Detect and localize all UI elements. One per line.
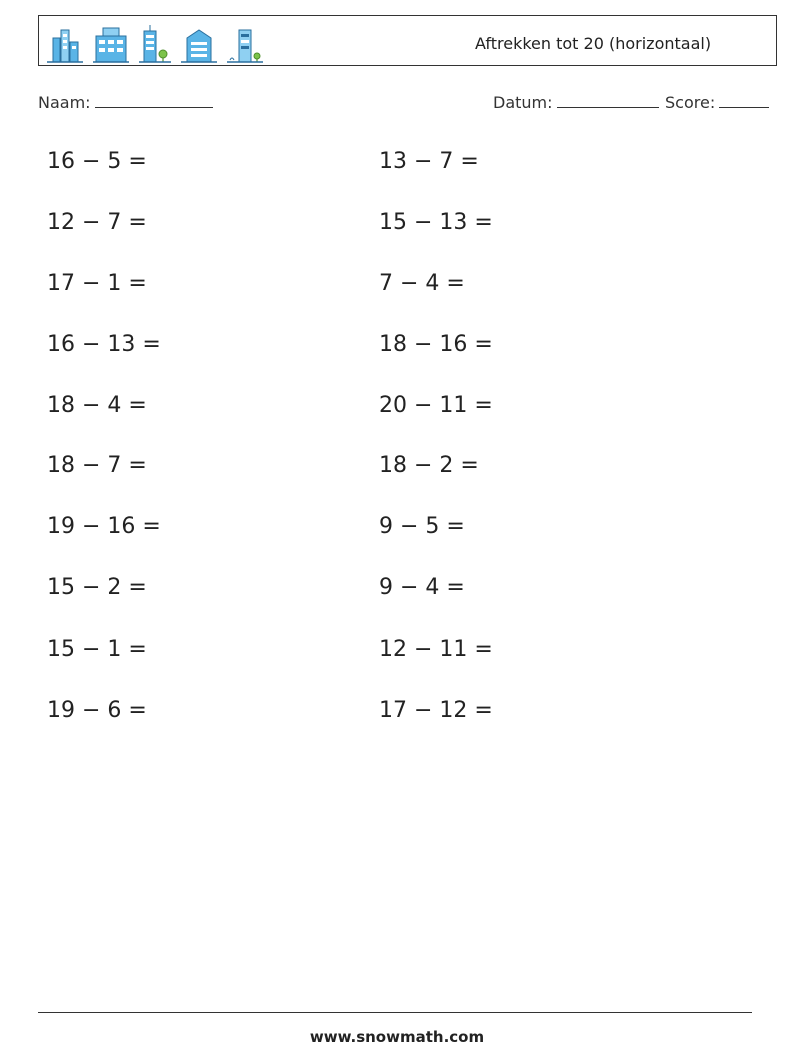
problem-right-10: 17 − 12 = xyxy=(379,698,493,723)
header-icons xyxy=(45,20,265,64)
tower-tree-icon xyxy=(137,24,173,64)
score-field xyxy=(665,93,769,112)
city-buildings-icon xyxy=(45,24,85,64)
problem-left-3: 17 − 1 = xyxy=(47,271,147,296)
date-field xyxy=(493,93,659,112)
problem-left-1: 16 − 5 = xyxy=(47,149,147,174)
problem-right-2: 15 − 13 = xyxy=(379,210,493,235)
problem-right-6: 18 − 2 = xyxy=(379,453,479,478)
problem-left-6: 18 − 7 = xyxy=(47,453,147,478)
name-blank xyxy=(95,93,213,108)
problem-left-9: 15 − 1 = xyxy=(47,637,147,662)
footer-url: www.snowmath.com xyxy=(309,1028,485,1046)
score-label: Score: xyxy=(665,93,716,112)
problem-right-7: 9 − 5 = xyxy=(379,514,465,539)
problem-right-5: 20 − 11 = xyxy=(379,393,493,418)
footer-divider xyxy=(38,1012,752,1013)
problem-right-8: 9 − 4 = xyxy=(379,575,465,600)
header-box xyxy=(38,15,777,66)
problem-left-7: 19 − 16 = xyxy=(47,514,161,539)
date-blank xyxy=(557,93,659,108)
small-tower-icon xyxy=(225,24,265,64)
name-field xyxy=(38,93,213,112)
date-label: Datum: xyxy=(493,93,553,112)
score-blank xyxy=(719,93,769,108)
problem-right-4: 18 − 16 = xyxy=(379,332,493,357)
problem-right-1: 13 − 7 = xyxy=(379,149,479,174)
glass-building-icon xyxy=(179,24,219,64)
problem-left-2: 12 − 7 = xyxy=(47,210,147,235)
office-building-icon xyxy=(91,24,131,64)
problem-right-3: 7 − 4 = xyxy=(379,271,465,296)
problem-right-9: 12 − 11 = xyxy=(379,637,493,662)
problem-left-10: 19 − 6 = xyxy=(47,698,147,723)
problem-left-8: 15 − 2 = xyxy=(47,575,147,600)
problem-left-4: 16 − 13 = xyxy=(47,332,161,357)
name-label: Naam: xyxy=(38,93,91,112)
worksheet-title: Aftrekken tot 20 (horizontaal) xyxy=(475,34,712,53)
problem-left-5: 18 − 4 = xyxy=(47,393,147,418)
